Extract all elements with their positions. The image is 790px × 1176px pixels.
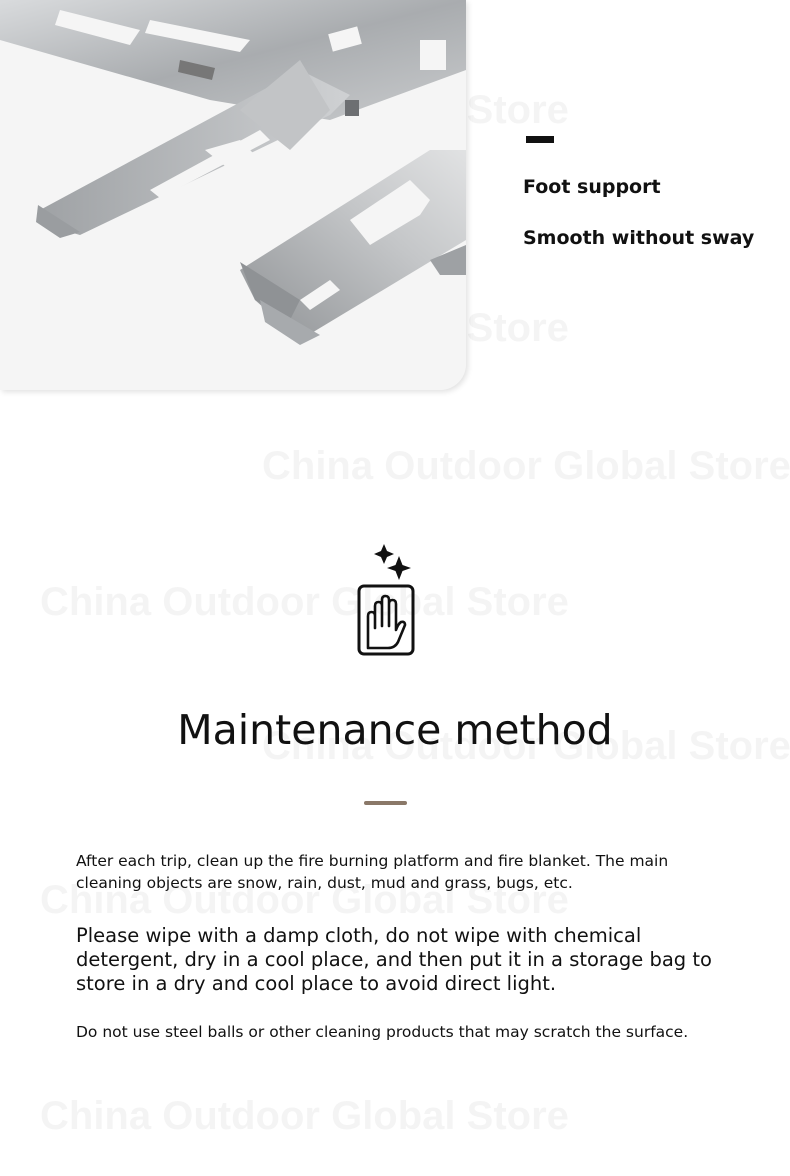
watermark-text (40, 1094, 569, 1139)
title-underline (364, 801, 407, 805)
hand-clean-sparkle-icon (354, 544, 418, 658)
watermark-text (262, 444, 790, 489)
feature-description: Smooth without sway (523, 227, 755, 249)
maintenance-title: Maintenance method (177, 706, 613, 754)
feature-heading: Foot support (523, 176, 661, 198)
feature-dash-marker (526, 136, 554, 143)
maintenance-paragraph-1: After each trip, clean up the fire burning platform and fire blanket. The main cleaning objects are snow, rain, dust, mud and grass, bugs, etc. (76, 852, 669, 892)
watermark-text (40, 580, 569, 625)
maintenance-paragraph-3: Do not use steel balls or other cleaning products that may scratch the surface. (76, 1023, 689, 1041)
product-photo (0, 0, 466, 390)
maintenance-paragraph-2: Please wipe with a damp cloth, do not wipe with chemical detergent, dry in a cool place, and then put it in a storage bag to store in a dry and cool place to avoid direct light. (76, 924, 712, 995)
